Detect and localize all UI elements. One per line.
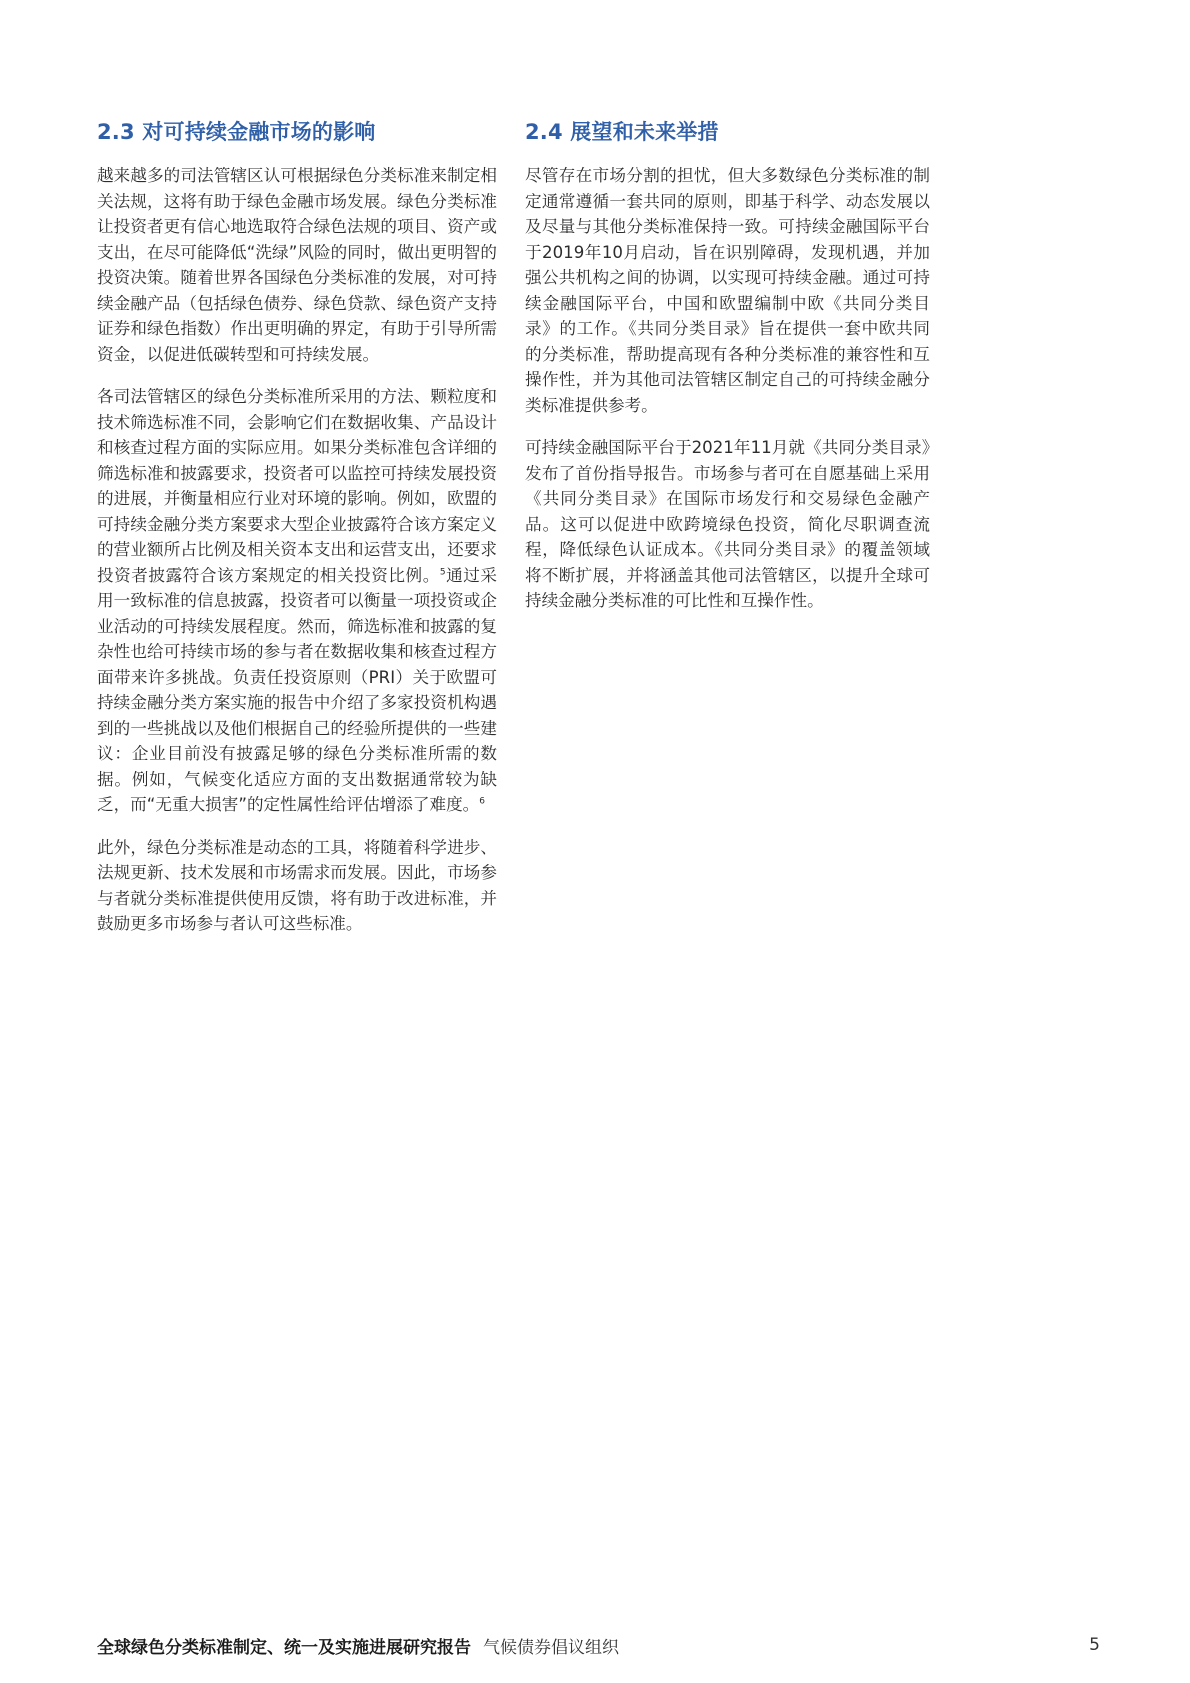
section-heading-2-3: 2.3 对可持续金融市场的影响 (97, 120, 376, 144)
page-footer (97, 1630, 1100, 1660)
body-paragraph: 尽管存在市场分割的担忧，但大多数绿色分类标准的制定通常遵循一套共同的原则，即基于科学、动态发展以及尽量与其他分类标准保持一致。可持续金融国际平台于2019年10月启动，旨在识别障碍，发现机遇，并加强公共机构之间的协调，以实现可持续金融。通过可持续金融国际平台，中国和欧盟编制中欧《共同分类目录》的工作。《共同分类目录》旨在提供一套中欧共同的分类标准，帮助提高现有各种分类标准的兼容性和互操作性，并为其他司法管辖区制定自己的可持续金融分类标准提供参考。 (525, 166, 930, 415)
paragraph-text: 通过采用一致标准的信息披露，投资者可以衡量一项投资或企业活动的可持续发展程度。然而，筛选标准和披露的复杂性也给可持续市场的参与者在数据收集和核查过程方面带来许多挑战。负责任投资原则（PRI）关于欧盟可持续金融分类方案实施的报告中介绍了多家投资机构遇到的一些挑战以及他们根据自己的经验所提供的一些建议：企业目前没有披露足够的绿色分类标准所需的数据。例如，气候变化适应方面的支出数据通常较为缺乏，而“无重大损害”的定性属性给评估增添了难度。 (97, 565, 498, 814)
footnote-reference[interactable]: 5 (439, 566, 446, 577)
section-heading-2-4: 2.4 展望和未来举措 (525, 120, 719, 144)
right-column (525, 118, 930, 631)
paragraph-text: 各司法管辖区的绿色分类标准所采用的方法、颗粒度和技术筛选标准不同，会影响它们在数据收集、产品设计和核查过程方面的实际应用。如果分类标准包含详细的筛选标准和披露要求，投资者可以监控可持续发展投资的进展，并衡量相应行业对环境的影响。例如，欧盟的可持续金融分类方案要求大型企业披露符合该方案定义的营业额所占比例及相关资本支出和运营支出，还要求投资者披露符合该方案规定的相关投资比例。 (97, 387, 497, 585)
body-paragraph: 此外，绿色分类标准是动态的工具，将随着科学进步、法规更新、技术发展和市场需求而发展。因此，市场参与者就分类标准提供使用反馈，将有助于改进标准，并鼓励更多市场参与者认可这些标准。 (97, 837, 497, 933)
footer-report-title: 全球绿色分类标准制定、统一及实施进展研究报告 (97, 1637, 471, 1658)
footnote-reference[interactable]: 6 (479, 796, 485, 807)
page-number: 5 (1089, 1635, 1100, 1655)
left-column (97, 118, 497, 954)
body-paragraph (97, 384, 497, 818)
body-paragraph: 可持续金融国际平台于2021年11月就《共同分类目录》发布了首份指导报告。市场参与者可在自愿基础上采用《共同分类目录》在国际市场发行和交易绿色金融产品。这可以促进中欧跨境绿色投资，简化尽职调查流程，降低绿色认证成本。《共同分类目录》的覆盖领域将不断扩展，并将涵盖其他司法管辖区，以提升全球可持续金融分类标准的可比性和互操作性。 (525, 438, 930, 610)
footer-organization: 气候债券倡议组织 (483, 1637, 619, 1658)
body-paragraph: 越来越多的司法管辖区认可根据绿色分类标准来制定相关法规，这将有助于绿色金融市场发展。绿色分类标准让投资者更有信心地选取符合绿色法规的项目、资产或支出，在尽可能降低“洗绿”风险的同时，做出更明智的投资决策。随着世界各国绿色分类标准的发展，对可持续金融产品（包括绿色债券、绿色贷款、绿色资产支持证券和绿色指数）作出更明确的界定，有助于引导所需资金，以促进低碳转型和可持续发展。 (97, 166, 497, 364)
